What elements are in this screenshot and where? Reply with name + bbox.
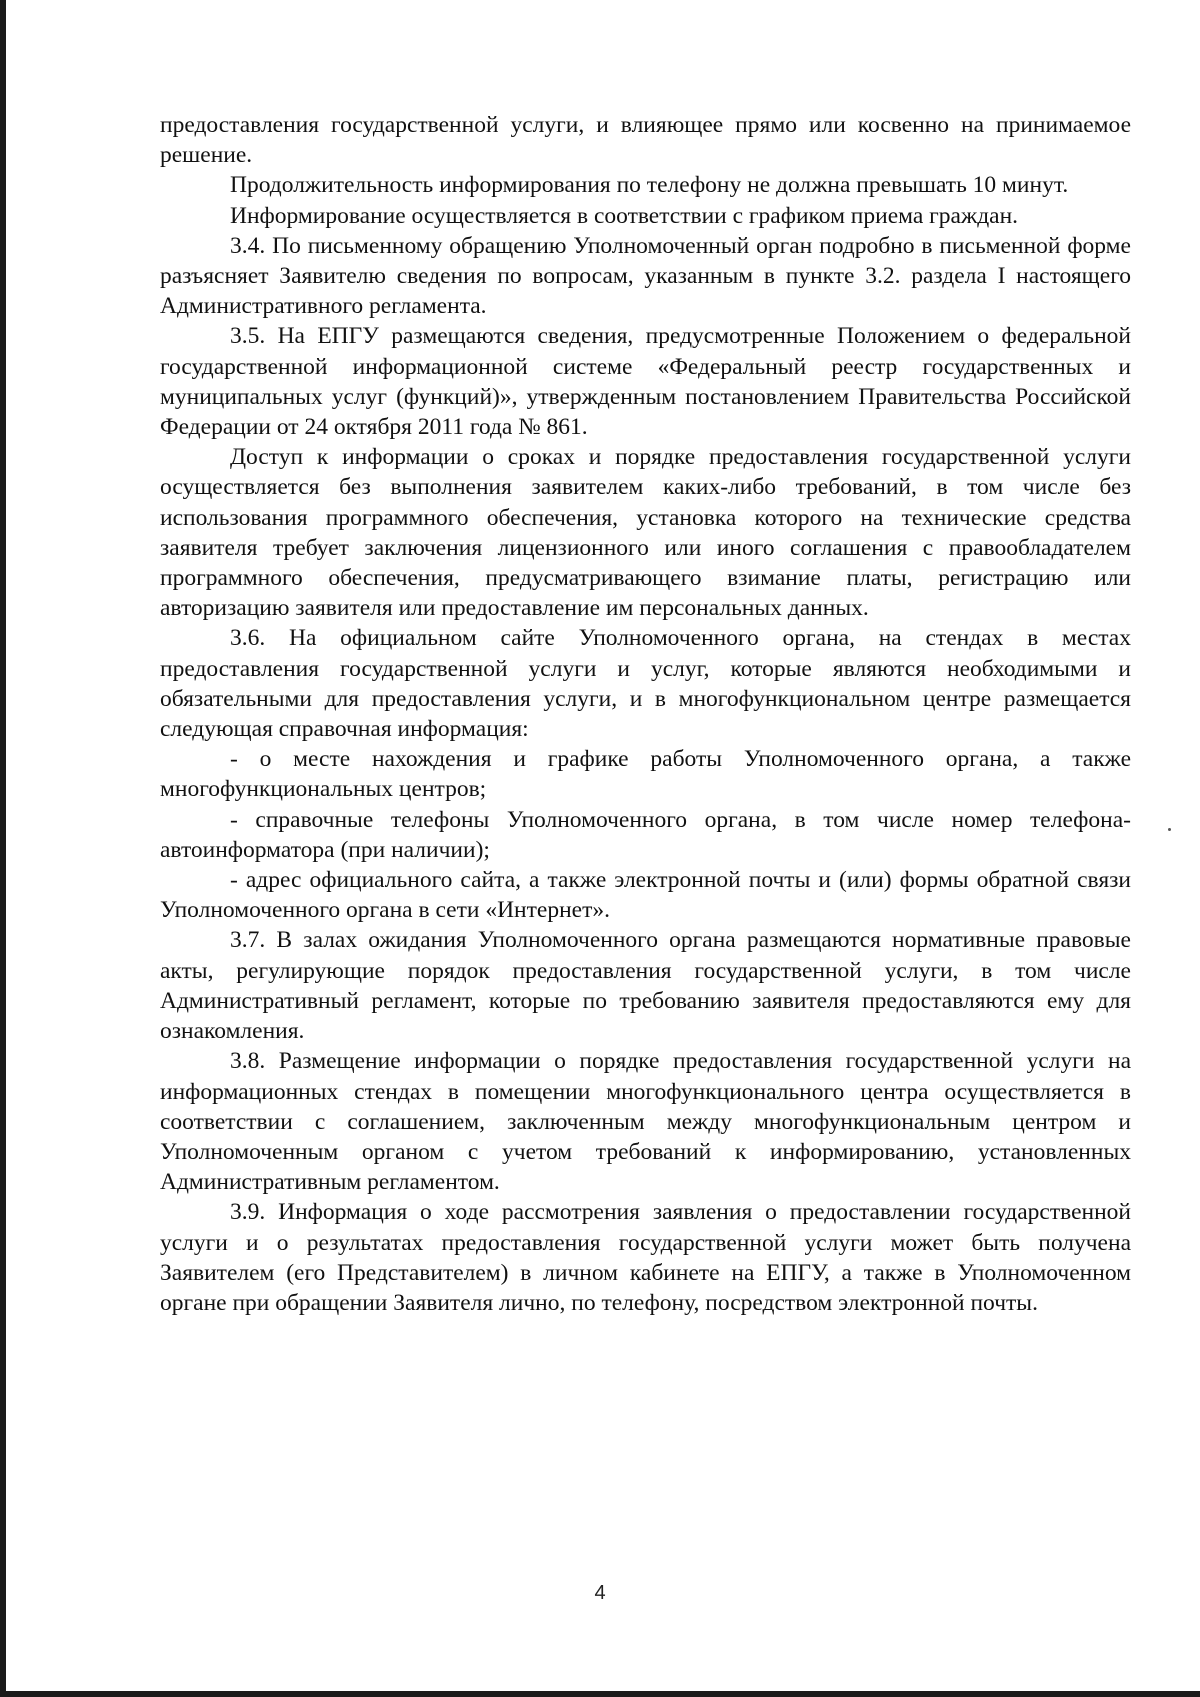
document-body [160, 110, 1131, 1318]
paragraph-3-9: 3.9. Информация о ходе рассмотрения заявления о предоставлении государственной услуги и о результатах предоставления государственной услуги может быть получена Заявителем (его Представителем) в личном кабинете на ЕПГУ, а также в Уполномоченном органе при обращении Заявителя лично, по телефону, посредством электронной почты. [160, 1199, 1131, 1316]
list-item-phones: - справочные телефоны Уполномоченного органа, в том числе номер телефона-автоинформатора (при наличии); [160, 806, 1131, 863]
scan-left-border [0, 0, 6, 1697]
list-item-website: - адрес официального сайта, а также электронной почты и (или) формы обратной связи Уполномоченного органа в сети «Интернет». [160, 867, 1131, 924]
paragraph-continuation: предоставления государственной услуги, и влияющее прямо или косвенно на принимаемое решение. [160, 112, 1131, 169]
paragraph-3-7: 3.7. В залах ожидания Уполномоченного органа размещаются нормативные правовые акты, регулирующие порядок предоставления государственной услуги, в том числе Административный регламент, которые по требованию заявителя предоставляются ему для ознакомления. [160, 927, 1131, 1045]
scan-speck [1168, 828, 1171, 831]
paragraph-phone-duration: Продолжительность информирования по телефону не должна превышать 10 минут. [230, 172, 1069, 199]
paragraph-access: Доступ к информации о сроках и порядке предоставления государственной услуги осуществляется без выполнения заявителем каких-либо требований, в том числе без использования программного обеспечения, установка которого на технические средства заявителя требует заключения лицензионного или иного соглашения с правообладателем программного обеспечения, предусматривающего взимание платы, регистрацию или авторизацию заявителя или предоставление им персональных данных. [160, 444, 1131, 622]
paragraph-schedule: Информирование осуществляется в соответствии с графиком приема граждан. [230, 202, 1019, 229]
page-number: 4 [594, 1582, 606, 1604]
paragraph-3-8: 3.8. Размещение информации о порядке предоставления государственной услуги на информационных стендах в помещении многофункционального центра осуществляется в соответствии с соглашением, заключенным между многофункциональным центром и Уполномоченным органом с учетом требований к информированию, установленных Административным регламентом. [160, 1048, 1131, 1196]
scan-bottom-border [0, 1691, 1200, 1697]
paragraph-3-6: 3.6. На официальном сайте Уполномоченного органа, на стендах в местах предоставления государственной услуги и услуг, которые являются необходимыми и обязательными для предоставления услуги, и в многофункциональном центре размещается следующая справочная информация: [160, 625, 1131, 743]
paragraph-3-4: 3.4. По письменному обращению Уполномоченный орган подробно в письменной форме разъясняет Заявителю сведения по вопросам, указанным в пункте 3.2. раздела I настоящего Административного регламента. [160, 232, 1131, 320]
paragraph-3-5: 3.5. На ЕПГУ размещаются сведения, предусмотренные Положением о федеральной государственной информационной системе «Федеральный реестр государственных и муниципальных услуг (функций)», утвержденным постановлением Правительства Российской Федерации от 24 октября 2011 года № 861. [160, 323, 1131, 441]
list-item-location: - о месте нахождения и графике работы Уполномоченного органа, а также многофункциональных центров; [160, 746, 1131, 803]
